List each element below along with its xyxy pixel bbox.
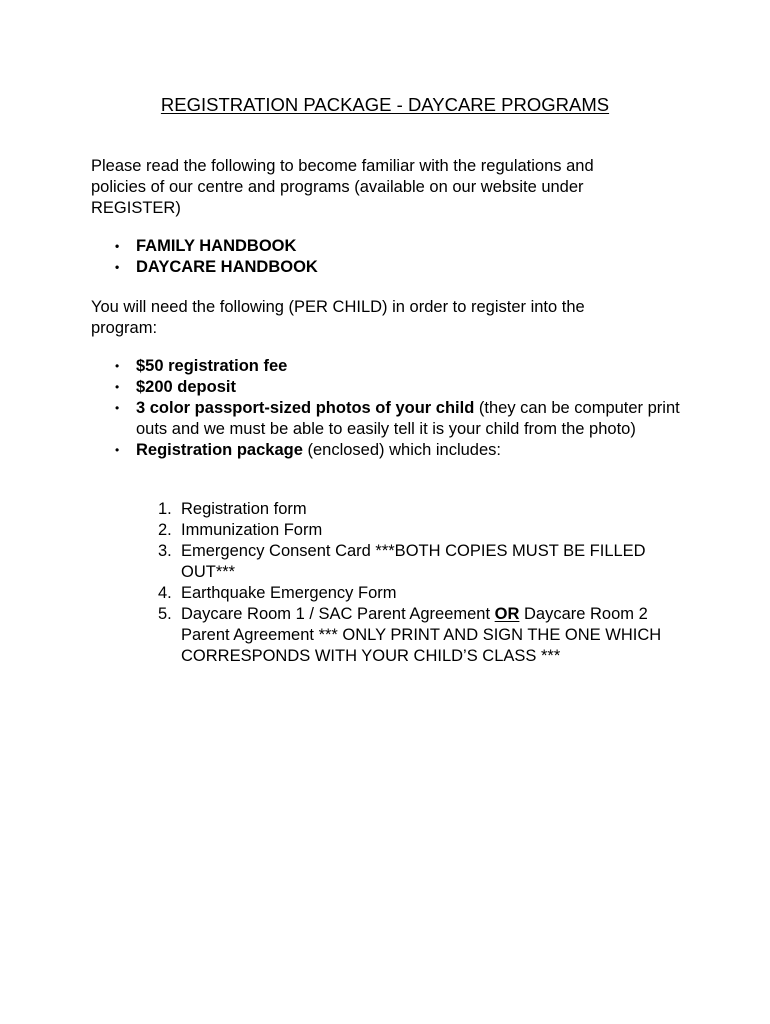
requirement-deposit: $200 deposit — [136, 378, 236, 396]
list-item — [91, 236, 691, 257]
bullet-icon: • — [115, 443, 120, 457]
list-item — [91, 377, 691, 398]
item-number: 1. — [158, 500, 172, 518]
requirement-package-note: (enclosed) which includes: — [302, 441, 501, 459]
package-item-text-before: Daycare Room 1 / SAC Parent Agreement — [181, 605, 495, 623]
requirements-intro: You will need the following (PER CHILD) in order to register into the program: — [91, 298, 585, 337]
bullet-icon: • — [115, 401, 120, 415]
bullet-icon: • — [115, 260, 120, 274]
package-item-text: Emergency Consent Card ***BOTH COPIES MUST BE FILLED OUT*** — [181, 542, 646, 581]
item-number: 2. — [158, 521, 172, 539]
package-item-text-after: Daycare Room 2 Parent Agreement *** ONLY PRINT AND SIGN THE ONE WHICH CORRESPONDS WITH YOUR CHILD’S CLASS *** — [181, 605, 662, 665]
bullet-icon: • — [115, 380, 120, 394]
list-item — [91, 356, 691, 377]
document-title-text: REGISTRATION PACKAGE - DAYCARE PROGRAMS — [160, 94, 610, 115]
list-item — [91, 257, 691, 278]
list-item — [91, 520, 681, 541]
list-item — [91, 583, 681, 604]
item-number: 5. — [158, 605, 172, 623]
requirements-list — [91, 356, 691, 461]
bullet-icon: • — [115, 239, 120, 253]
package-item-text: Immunization Form — [181, 521, 323, 539]
requirement-fee: $50 registration fee — [136, 357, 288, 375]
package-item-emphasis: OR — [494, 605, 520, 623]
bullet-icon: • — [115, 359, 120, 373]
handbook-item-family: FAMILY HANDBOOK — [136, 237, 297, 255]
package-item-text: Registration form — [181, 500, 307, 518]
intro-paragraph: Please read the following to become familiar with the regulations and policies of our centre and programs (available on our website under REGISTER) — [91, 157, 594, 217]
requirement-photos-note: (they can be computer print outs and we must be able to easily tell it is your child from the photo) — [136, 399, 680, 438]
list-item — [91, 541, 681, 583]
handbook-item-daycare: DAYCARE HANDBOOK — [136, 258, 318, 276]
item-number: 3. — [158, 542, 172, 560]
handbook-list — [91, 236, 691, 278]
list-item — [91, 398, 691, 440]
item-number: 4. — [158, 584, 172, 602]
document-title — [0, 93, 770, 117]
list-item — [91, 604, 681, 667]
requirement-package: Registration package — [136, 441, 303, 459]
package-items-list — [91, 499, 691, 667]
package-item-text: Earthquake Emergency Form — [181, 584, 397, 602]
requirement-photos: 3 color passport-sized photos of your child — [136, 399, 475, 417]
list-item — [91, 440, 691, 461]
list-item — [91, 499, 681, 520]
